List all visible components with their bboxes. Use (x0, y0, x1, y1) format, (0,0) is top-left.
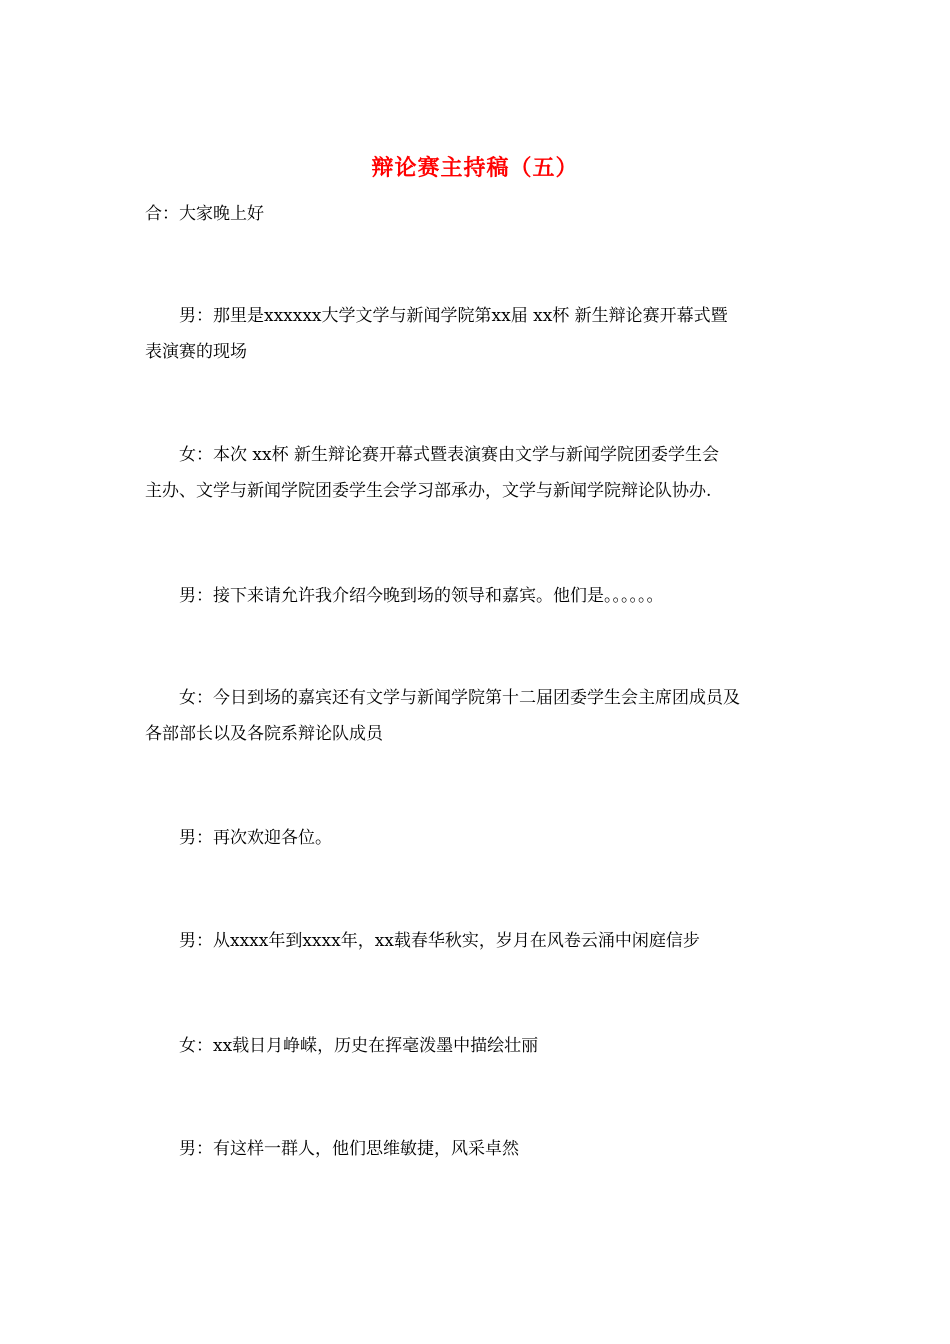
paragraph-male-3 (145, 820, 815, 856)
paragraph-male-4 (145, 923, 815, 959)
paragraph-line: 男：再次欢迎各位。 (179, 828, 332, 848)
paragraph-male-2 (145, 578, 815, 614)
paragraph-female-2 (145, 680, 815, 752)
paragraph-line: 合：大家晚上好 (145, 204, 264, 224)
paragraph-male-1 (145, 298, 815, 370)
paragraph-line: 表演赛的现场 (145, 342, 247, 362)
paragraph-line: 女：xx载日月峥嵘，历史在挥毫泼墨中描绘壮丽 (179, 1036, 539, 1056)
paragraph-line: 男：有这样一群人，他们思维敏捷，风采卓然 (179, 1139, 519, 1159)
document-title: 辩论赛主持稿（五） (371, 155, 579, 181)
paragraph-line: 主办、文学与新闻学院团委学生会学习部承办，文学与新闻学院辩论队协办. (145, 481, 712, 501)
paragraph-line: 各部部长以及各院系辩论队成员 (145, 724, 383, 744)
paragraph-line: 男：从xxxx年到xxxx年，xx载春华秋实，岁月在风卷云涌中闲庭信步 (179, 931, 700, 951)
paragraph-line: 女：本次 xx杯 新生辩论赛开幕式暨表演赛由文学与新闻学院团委学生会 (179, 445, 719, 465)
paragraph-greeting (145, 196, 815, 232)
paragraph-female-3 (145, 1028, 815, 1064)
paragraph-line: 男：接下来请允许我介绍今晚到场的领导和嘉宾。他们是。。。。。。 (179, 586, 664, 606)
paragraph-female-1 (145, 437, 815, 509)
paragraph-line: 男：那里是xxxxxx大学文学与新闻学院第xx届 xx杯 新生辩论赛开幕式暨 (179, 306, 728, 326)
paragraph-male-5 (145, 1131, 815, 1167)
paragraph-line: 女：今日到场的嘉宾还有文学与新闻学院第十二届团委学生会主席团成员及 (179, 688, 740, 708)
